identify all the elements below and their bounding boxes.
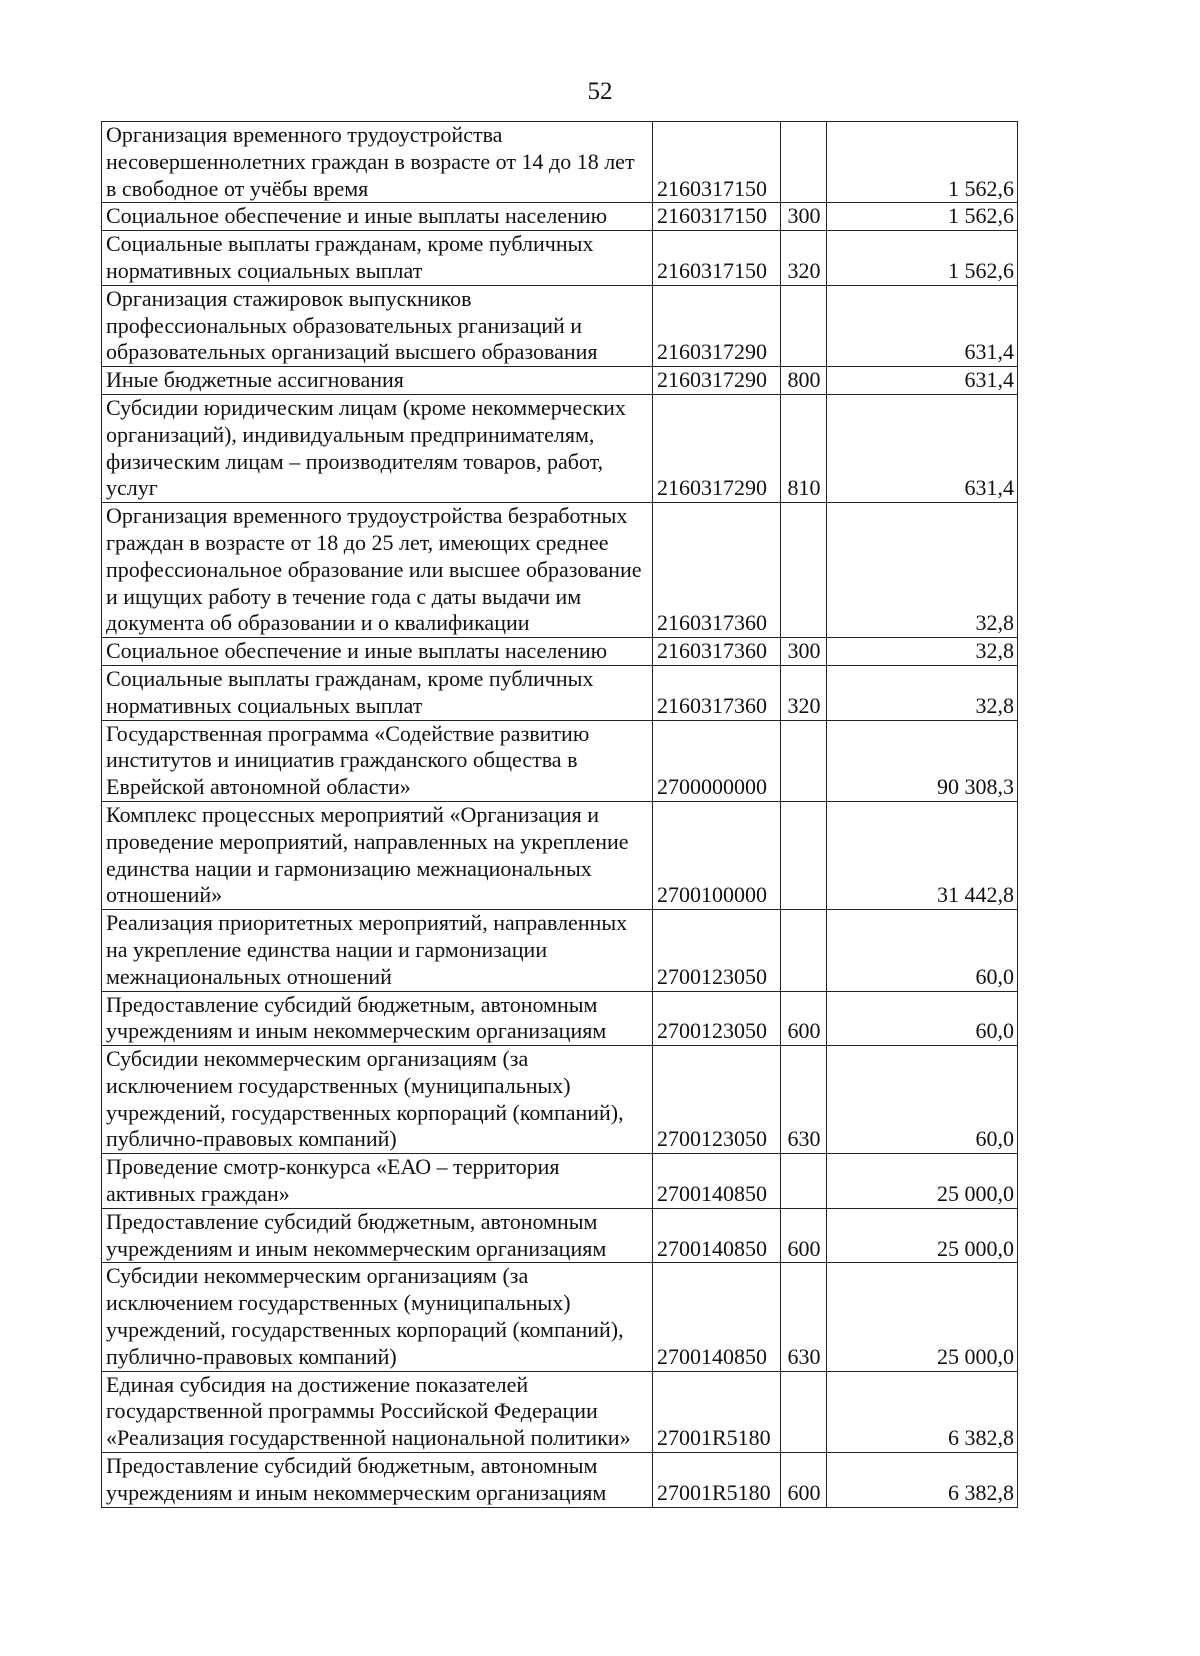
row-name-cell: Субсидии некоммерческим организациям (за исключением государственных (муниципальных) учреждений, государственных корпораций (компаний), публично-правовых компаний) — [102, 1046, 653, 1154]
row-name-cell: Субсидии некоммерческим организациям (за исключением государственных (муниципальных) учреждений, государственных корпораций (компаний), публично-правовых компаний) — [102, 1263, 653, 1371]
row-type-cell — [781, 122, 827, 203]
row-sum-cell: 1 562,6 — [827, 203, 1018, 231]
row-code-cell: 2160317150 — [653, 203, 781, 231]
row-sum-cell: 631,4 — [827, 285, 1018, 366]
table-row — [102, 801, 1018, 909]
row-code-cell: 2700000000 — [653, 720, 781, 801]
table-row — [102, 394, 1018, 502]
row-sum-cell: 1 562,6 — [827, 122, 1018, 203]
row-name-cell: Организация временного трудоустройства безработных граждан в возрасте от 18 до 25 лет, имеющих среднее профессиональное образование или высшее образование и ищущих работу в течение года с даты выдачи им документа об образовании и о квалификации — [102, 503, 653, 638]
table-row — [102, 1208, 1018, 1263]
row-code-cell: 2700140850 — [653, 1154, 781, 1209]
row-type-cell: 300 — [781, 638, 827, 666]
table-row — [102, 285, 1018, 366]
row-type-cell: 630 — [781, 1263, 827, 1371]
row-sum-cell: 25 000,0 — [827, 1154, 1018, 1209]
row-code-cell: 2700123050 — [653, 910, 781, 991]
row-sum-cell: 90 308,3 — [827, 720, 1018, 801]
row-type-cell: 320 — [781, 231, 827, 286]
row-sum-cell: 31 442,8 — [827, 801, 1018, 909]
row-type-cell: 320 — [781, 665, 827, 720]
row-sum-cell: 25 000,0 — [827, 1208, 1018, 1263]
row-type-cell — [781, 801, 827, 909]
row-name-cell: Предоставление субсидий бюджетным, автономным учреждениям и иным некоммерческим организациям — [102, 1208, 653, 1263]
table-row — [102, 991, 1018, 1046]
table-row — [102, 503, 1018, 638]
row-type-cell — [781, 720, 827, 801]
table-row — [102, 665, 1018, 720]
row-code-cell: 2160317290 — [653, 285, 781, 366]
budget-table — [101, 121, 1018, 1508]
row-code-cell: 2700123050 — [653, 991, 781, 1046]
row-code-cell: 2160317150 — [653, 122, 781, 203]
row-name-cell: Социальные выплаты гражданам, кроме публичных нормативных социальных выплат — [102, 231, 653, 286]
row-name-cell: Реализация приоритетных мероприятий, направленных на укрепление единства нации и гармонизации межнациональных отношений — [102, 910, 653, 991]
row-sum-cell: 631,4 — [827, 394, 1018, 502]
table-row — [102, 231, 1018, 286]
table-row — [102, 1453, 1018, 1508]
row-type-cell: 630 — [781, 1046, 827, 1154]
row-type-cell: 810 — [781, 394, 827, 502]
row-sum-cell: 60,0 — [827, 991, 1018, 1046]
row-type-cell: 600 — [781, 991, 827, 1046]
table-row — [102, 203, 1018, 231]
row-sum-cell: 1 562,6 — [827, 231, 1018, 286]
row-sum-cell: 6 382,8 — [827, 1453, 1018, 1508]
page-number: 52 — [587, 78, 613, 105]
row-name-cell: Государственная программа «Содействие развитию институтов и инициатив гражданского общества в Еврейской автономной области» — [102, 720, 653, 801]
row-type-cell: 800 — [781, 367, 827, 395]
row-sum-cell: 32,8 — [827, 665, 1018, 720]
row-sum-cell: 631,4 — [827, 367, 1018, 395]
row-type-cell — [781, 503, 827, 638]
row-code-cell: 2160317150 — [653, 231, 781, 286]
row-code-cell: 2160317360 — [653, 665, 781, 720]
row-type-cell: 300 — [781, 203, 827, 231]
table-row — [102, 122, 1018, 203]
row-name-cell: Организация временного трудоустройства несовершеннолетних граждан в возрасте от 14 до 18 лет в свободное от учёбы время — [102, 122, 653, 203]
row-code-cell: 2160317360 — [653, 638, 781, 666]
row-name-cell: Иные бюджетные ассигнования — [102, 367, 653, 395]
row-type-cell — [781, 910, 827, 991]
row-code-cell: 2700140850 — [653, 1263, 781, 1371]
row-sum-cell: 6 382,8 — [827, 1371, 1018, 1452]
row-code-cell: 2700140850 — [653, 1208, 781, 1263]
table-row — [102, 367, 1018, 395]
row-sum-cell: 25 000,0 — [827, 1263, 1018, 1371]
table-row — [102, 1263, 1018, 1371]
row-name-cell: Предоставление субсидий бюджетным, автономным учреждениям и иным некоммерческим организациям — [102, 1453, 653, 1508]
budget-table-body — [102, 122, 1018, 1508]
row-code-cell: 27001R5180 — [653, 1371, 781, 1452]
row-name-cell: Единая субсидия на достижение показателей государственной программы Российской Федерации «Реализация государственной национальной политики» — [102, 1371, 653, 1452]
row-name-cell: Социальное обеспечение и иные выплаты населению — [102, 638, 653, 666]
row-name-cell: Комплекс процессных мероприятий «Организация и проведение мероприятий, направленных на укрепление единства нации и гармонизацию межнациональных отношений» — [102, 801, 653, 909]
row-name-cell: Предоставление субсидий бюджетным, автономным учреждениям и иным некоммерческим организациям — [102, 991, 653, 1046]
row-name-cell: Социальное обеспечение и иные выплаты населению — [102, 203, 653, 231]
row-name-cell: Социальные выплаты гражданам, кроме публичных нормативных социальных выплат — [102, 665, 653, 720]
row-sum-cell: 32,8 — [827, 503, 1018, 638]
row-type-cell — [781, 285, 827, 366]
table-row — [102, 1371, 1018, 1452]
row-name-cell: Организация стажировок выпускников профессиональных образовательных рганизаций и образовательных организаций высшего образования — [102, 285, 653, 366]
row-sum-cell: 60,0 — [827, 910, 1018, 991]
row-sum-cell: 32,8 — [827, 638, 1018, 666]
row-name-cell: Субсидии юридическим лицам (кроме некоммерческих организаций), индивидуальным предпринимателям, физическим лицам – производителям товаров, работ, услуг — [102, 394, 653, 502]
row-code-cell: 2700100000 — [653, 801, 781, 909]
table-row — [102, 910, 1018, 991]
row-sum-cell: 60,0 — [827, 1046, 1018, 1154]
table-row — [102, 1046, 1018, 1154]
row-code-cell: 2700123050 — [653, 1046, 781, 1154]
row-code-cell: 2160317290 — [653, 367, 781, 395]
row-code-cell: 27001R5180 — [653, 1453, 781, 1508]
row-type-cell — [781, 1154, 827, 1209]
row-code-cell: 2160317290 — [653, 394, 781, 502]
table-row — [102, 720, 1018, 801]
table-row — [102, 1154, 1018, 1209]
table-row — [102, 638, 1018, 666]
row-type-cell: 600 — [781, 1208, 827, 1263]
row-name-cell: Проведение смотр-конкурса «ЕАО – территория активных граждан» — [102, 1154, 653, 1209]
row-type-cell — [781, 1371, 827, 1452]
row-type-cell: 600 — [781, 1453, 827, 1508]
row-code-cell: 2160317360 — [653, 503, 781, 638]
